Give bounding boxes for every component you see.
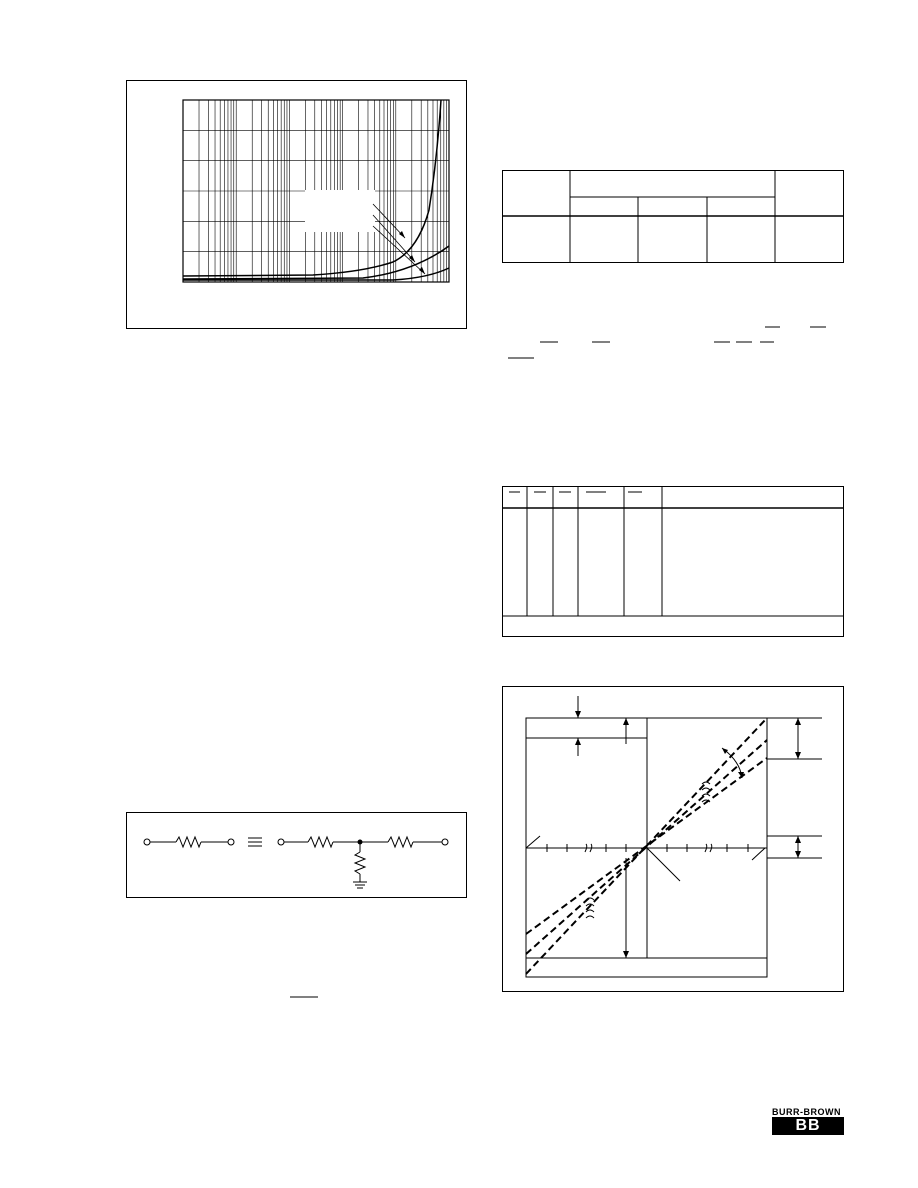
figure-log-curves: [183, 100, 449, 282]
overbar-marks: [500, 320, 840, 365]
company-logo-mark: BB: [772, 1117, 844, 1135]
figure-transfer: [502, 686, 844, 992]
table-2: [502, 486, 844, 637]
figure-resistor-network: [126, 812, 467, 898]
table-1: [502, 170, 844, 263]
curve-2: [183, 246, 449, 279]
company-logo-text: BURR-BROWN: [772, 1107, 841, 1117]
curve-1: [183, 100, 441, 276]
fraction-bar: [290, 996, 320, 1000]
